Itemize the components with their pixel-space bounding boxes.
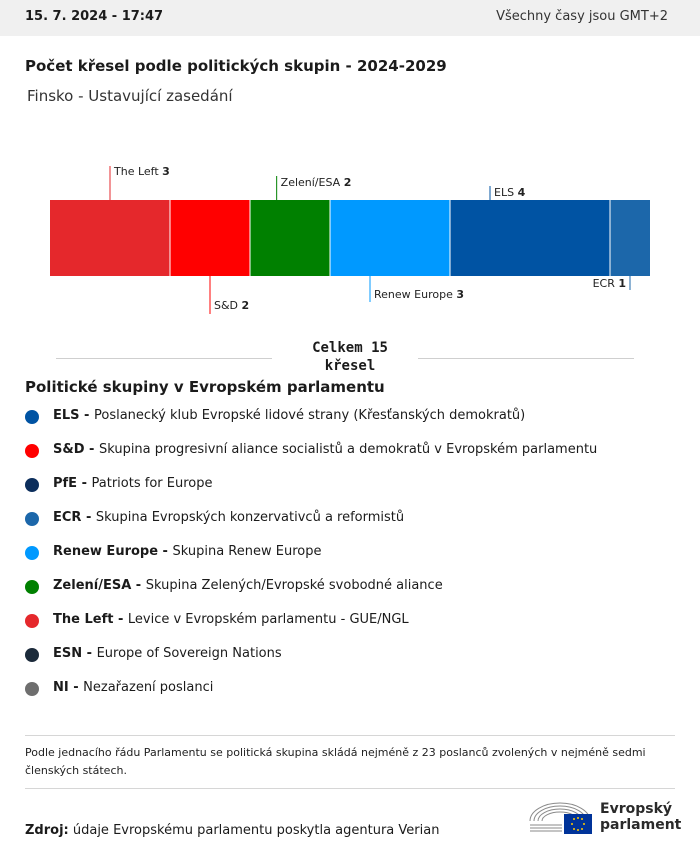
legend-desc: Europe of Sovereign Nations [96, 646, 282, 661]
label-the-left: The Left 3 [114, 165, 170, 178]
legend-color-dot [25, 444, 39, 458]
source-label: Zdroj: [25, 823, 69, 838]
legend-desc: Skupina Zelených/Evropské svobodné aliance [145, 578, 443, 593]
legend-text [53, 680, 213, 695]
legend-text [53, 544, 321, 559]
legend-desc: Skupina Renew Europe [172, 544, 322, 559]
legend-color-dot [25, 682, 39, 696]
bar-the-left [50, 200, 170, 276]
total-seats [300, 339, 400, 375]
source [25, 823, 439, 838]
label-ecr: ECR 1 [592, 277, 626, 290]
timestamp: 15. 7. 2024 - 17:47 [25, 9, 164, 24]
logo-line2: parlament [600, 817, 682, 833]
legend-abbr: S&D - [53, 442, 99, 457]
label-renew-europe: Renew Europe 3 [374, 288, 464, 301]
bar-ecr [610, 200, 650, 276]
legend-desc: Skupina progresivní aliance socialistů a demokratů v Evropském parlamentu [98, 442, 598, 457]
legend-text [53, 442, 597, 457]
logo-text [600, 801, 681, 833]
legend-desc: Patriots for Europe [91, 476, 213, 491]
bar-s-d [170, 200, 250, 276]
legend-color-dot [25, 546, 39, 560]
legend-abbr: ECR - [53, 510, 96, 525]
divider [25, 735, 675, 736]
legend-abbr: Renew Europe - [53, 544, 173, 559]
legend-color-dot [25, 580, 39, 594]
footnote: Podle jednacího řádu Parlamentu se politická skupina skládá nejméně z 23 poslanců zvolených v nejméně sedmi členských státech. [25, 746, 646, 777]
top-bar [0, 0, 700, 36]
divider [25, 788, 675, 789]
label-s-d: S&D 2 [214, 299, 250, 312]
source-text: údaje Evropskému parlamentu poskytla agentura Verian [68, 823, 440, 838]
legend-abbr: The Left - [53, 612, 128, 627]
legend-title: Politické skupiny v Evropském parlamentu [25, 378, 385, 396]
legend-color-dot [25, 478, 39, 492]
eu-parliament-hemicycle-logo-icon [528, 797, 596, 837]
chart-title: Počet křesel podle politických skupin - 2024-2029 [25, 57, 447, 75]
legend-color-dot [25, 614, 39, 628]
label-zelen-esa: Zelení/ESA 2 [280, 176, 352, 189]
legend-abbr: ESN - [53, 646, 97, 661]
legend-abbr: Zelení/ESA - [53, 578, 146, 593]
legend-desc: Levice v Evropském parlamentu - GUE/NGL [127, 612, 409, 627]
total-divider-right [418, 358, 634, 359]
logo-line1: Evropský [600, 801, 673, 817]
legend-text [53, 510, 404, 525]
legend-desc: Skupina Evropských konzervativců a reformistů [95, 510, 405, 525]
total-seats-count: Celkem 15 [312, 340, 388, 356]
legend-text [53, 646, 282, 661]
legend-color-dot [25, 648, 39, 662]
legend-abbr: PfE - [53, 476, 92, 491]
ep-logo [528, 797, 682, 837]
total-divider-left [56, 358, 272, 359]
total-seats-unit: křesel [324, 358, 376, 374]
label-els: ELS 4 [494, 186, 526, 199]
legend-desc: Nezařazení poslanci [83, 680, 214, 695]
legend-text [53, 408, 525, 423]
legend-color-dot [25, 512, 39, 526]
bar-renew-europe [330, 200, 450, 276]
legend-desc: Poslanecký klub Evropské lidové strany (Křesťanských demokratů) [93, 408, 526, 423]
bar-els [450, 200, 610, 276]
legend-text [53, 612, 409, 627]
legend-abbr: NI - [53, 680, 84, 695]
chart-subtitle: Finsko - Ustavující zasedání [27, 87, 233, 105]
legend-text [53, 578, 443, 593]
legend-color-dot [25, 410, 39, 424]
legend-text [53, 476, 212, 491]
bar-zelen-esa [250, 200, 330, 276]
seat-distribution-chart [0, 150, 700, 330]
timezone-note: Všechny časy jsou GMT+2 [496, 9, 668, 24]
legend-abbr: ELS - [53, 408, 94, 423]
